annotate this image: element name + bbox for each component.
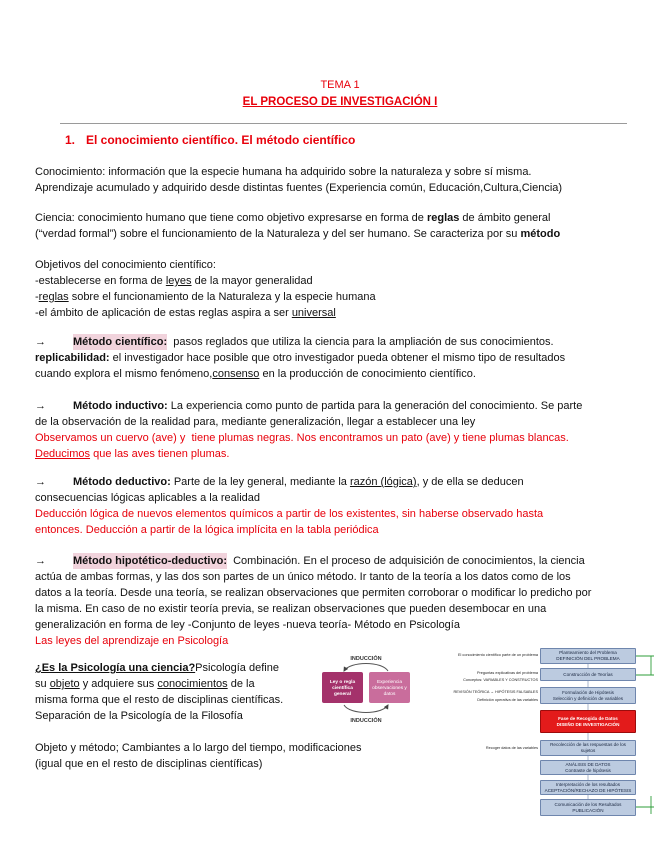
metodo-hd-text: generalización en forma de ley -Conjunto de leyes -nueva teoría- Método en Psicología	[35, 619, 460, 631]
document-title: EL PROCESO DE INVESTIGACIÓN I	[242, 96, 438, 108]
metodo-inductivo-label: Método inductivo:	[73, 400, 168, 412]
paragraph-metodo-inductivo	[35, 398, 582, 462]
metodo-deductivo-text: , y de ella se deducen	[416, 476, 524, 488]
metodo-hd-text: Combinación. En el proceso de adquisición de conocimientos, la ciencia	[226, 555, 585, 567]
text-line	[35, 553, 591, 569]
objeto-text: (igual que en el resto de disciplinas científicas)	[35, 758, 263, 770]
section-title: El conocimiento científico. El método científico	[86, 133, 356, 147]
box-line: Interpretación de los resultados	[555, 781, 621, 787]
metodo-inductivo-text: La experiencia como punto de partida para la generación del conocimiento. Se parte	[167, 400, 583, 412]
flowchart-label: REVISIÓN TEÓRICA → HIPÓTESIS FALSABLES	[453, 690, 538, 694]
paragraph-metodo-hipotetico-deductivo	[35, 553, 591, 649]
razon-logica-underlined: razón (lógica)	[349, 476, 417, 488]
reglas-underlined: reglas	[38, 291, 69, 303]
diagram-top-label: INDUCCIÓN	[350, 656, 382, 662]
metodo-inductivo-text: de la observación de la realidad para, mediante generalización, llegar a establecer una ley	[35, 416, 476, 428]
psicologia-question: ¿Es la Psicología una ciencia?	[35, 662, 196, 674]
text-line	[35, 490, 543, 506]
box-line: DISEÑO DE INVESTIGACIÓN	[556, 721, 620, 727]
box-line: Planteamiento del Problema	[559, 650, 617, 656]
conocimiento-definition: Conocimiento: información que la especie humana ha adquirido sobre la naturaleza y sobre sí misma.	[35, 166, 532, 178]
box-line: DEFINICIÓN DEL PROBLEMA	[556, 656, 620, 661]
consenso-underlined: consenso	[212, 368, 260, 380]
text-line	[35, 226, 560, 242]
ciencia-text: Ciencia: conocimiento humano que tiene como objetivo expresarse en forma de	[35, 212, 427, 224]
flowchart-box	[540, 760, 636, 775]
text-line	[35, 257, 376, 273]
universal-underlined: universal	[291, 307, 336, 319]
objetivo-text: -establecerse en forma de	[35, 275, 166, 287]
inductivo-example: Observamos un cuervo (ave) y tiene plumas negras. Nos encontramos un pato (ave) y tiene plumas blancas.	[35, 432, 569, 444]
objeto-text: Objeto y método; Cambiantes a lo largo del tiempo, modificaciones	[35, 742, 362, 754]
deductivo-example: entonces. Deducción a partir de la lógica implícita en la tabla periódica	[35, 524, 379, 536]
text-line	[35, 164, 562, 180]
objetivos-title: Objetivos del conocimiento científico:	[35, 259, 216, 271]
text-line	[35, 692, 283, 708]
text-line	[35, 601, 591, 617]
metodo-hd-label: Método hipotético-deductivo:	[73, 555, 227, 567]
objetivo-text: -el ámbito de aplicación de estas reglas aspira a ser	[35, 307, 292, 319]
text-line	[35, 585, 591, 601]
box-line: Formulación de Hipótesis	[562, 689, 614, 695]
flowchart-label: El conocimiento científico parte de un problema	[458, 653, 538, 657]
law-box-line: Ley o regla	[329, 680, 356, 685]
text-line	[35, 366, 565, 382]
objetivo-text: de la mayor generalidad	[191, 275, 313, 287]
metodo-cientifico-text: pasos reglados que utiliza la ciencia para la ampliación de sus conocimientos.	[167, 336, 554, 348]
flowchart-box	[540, 668, 636, 681]
arrow-icon: →	[35, 336, 46, 348]
list-item	[35, 305, 376, 321]
bottom-arrow	[344, 705, 388, 713]
flowchart-box	[540, 780, 636, 795]
text-line	[35, 569, 591, 585]
box-line: Contraste de hipótesis	[565, 767, 611, 773]
box-line: Selección y definición de variables	[552, 695, 624, 701]
replicabilidad-text: el investigador hace posible que otro investigador pueda obtener el mismo tipo de resultados	[109, 352, 566, 364]
metodo-cientifico-text: en la producción de conocimiento científico.	[259, 368, 476, 380]
flowchart-box	[540, 799, 636, 816]
flowchart-label: Definición operativa de las variables	[477, 698, 538, 702]
paragraph-conocimiento	[35, 164, 562, 196]
paragraph-objeto-metodo	[35, 740, 362, 772]
reglas-bold: reglas	[426, 212, 460, 224]
replicabilidad-label: replicabilidad:	[35, 352, 110, 364]
metodo-hd-text: actúa de ambas formas, y las dos son partes de un único método. Ir tanto de la teoría a los datos como de los	[35, 571, 571, 583]
metodo-deductivo-label: Método deductivo:	[73, 476, 171, 488]
box-line: ANÁLISIS DE DATOS	[565, 761, 611, 767]
text-line	[35, 617, 591, 633]
text-line	[35, 660, 283, 676]
section-heading	[65, 133, 355, 148]
psicologia-text: Psicología define	[195, 662, 279, 674]
leyes-underlined: leyes	[165, 275, 192, 287]
text-line	[35, 708, 283, 724]
psicologia-text: y adquiere sus	[79, 678, 158, 690]
objetivo-text: -	[35, 291, 39, 303]
flowchart-box	[540, 740, 636, 756]
example-line	[35, 506, 543, 522]
box-line: PUBLICACIÓN	[572, 807, 604, 813]
metodo-hd-text: la misma. En caso de no existir teoría previa, se realizan observaciones que pueden desembocar en una	[35, 603, 547, 615]
text-line	[35, 210, 560, 226]
paragraph-psicologia	[35, 660, 283, 724]
induction-diagram	[318, 652, 414, 726]
list-item	[35, 289, 376, 305]
text-line	[35, 414, 582, 430]
flowchart-label: Recoger datos de las variables	[485, 746, 538, 750]
box-line: ACEPTACIÓN/RECHAZO DE HIPÓTESIS	[544, 787, 632, 793]
box-line: Recolección de las respuestas de los	[550, 742, 626, 748]
paragraph-metodo-cientifico	[35, 334, 565, 382]
ciencia-text: (“verdad formal”) sobre el funcionamiento de la Naturaleza y del ser humano. Se caracteriza por su	[35, 228, 521, 240]
experience-box-line: Experiencia	[376, 680, 403, 685]
experience-box-line: observaciones y	[372, 686, 407, 691]
metodo-deductivo-text: consecuencias lógicas aplicables a la realidad	[35, 492, 261, 504]
metodo-cientifico-label: Método científico:	[73, 336, 168, 348]
example-line	[35, 522, 543, 538]
diagram-bottom-label: INDUCCIÓN	[350, 718, 382, 724]
box-line: Construcción de Teorías	[563, 671, 613, 677]
deducimos-underlined: Deducimos	[35, 448, 91, 460]
example-line	[35, 446, 582, 462]
flowchart-box-highlighted	[540, 710, 636, 733]
arrow-icon: →	[35, 476, 46, 488]
psicologia-text: su	[35, 678, 50, 690]
deductivo-example: Deducción lógica de nuevos elementos químicos a partir de los existentes, sin haberse observado hasta	[35, 508, 544, 520]
experience-box-line: datos	[383, 692, 396, 697]
law-box-line: científica	[332, 686, 353, 691]
flowchart-label: Conceptos: VARIABLES Y CONSTRUCTOS	[463, 678, 538, 682]
text-line	[35, 180, 562, 196]
header-divider	[60, 123, 627, 124]
text-line	[35, 350, 565, 366]
psicologia-text: Separación de la Psicología de la Filosofía	[35, 710, 243, 722]
example-line	[35, 430, 582, 446]
psicologia-text: misma forma que el resto de disciplinas científicas.	[35, 694, 284, 706]
psicologia-text: de la	[227, 678, 255, 690]
tema-label: TEMA 1	[320, 79, 360, 91]
hd-example: Las leyes del aprendizaje en Psicología	[35, 635, 229, 647]
conocimientos-underlined: conocimientos	[157, 678, 228, 690]
text-line	[35, 474, 543, 490]
metodo-cientifico-text: cuando explora el mismo fenómeno,	[35, 368, 213, 380]
metodo-bold: método	[520, 228, 561, 240]
ciencia-text: de ámbito general	[459, 212, 551, 224]
paragraph-ciencia	[35, 210, 560, 242]
flowchart-label: Preguntas explicativas del problema	[477, 671, 538, 675]
aprendizaje-text: Aprendizaje acumulado y adquirido desde distintas fuentes (Experiencia común, Educación,Cultura,Ciencia)	[35, 182, 563, 194]
research-process-flowchart	[448, 644, 655, 820]
inductivo-example: que las aves tienen plumas.	[90, 448, 230, 460]
flowchart-box	[540, 687, 636, 704]
text-line	[35, 740, 362, 756]
objetivo-text: sobre el funcionamiento de la Naturaleza y la especie humana	[68, 291, 376, 303]
law-box-line: general	[333, 692, 352, 697]
metodo-hd-text: datos a la teoría. Desde una teoría, se realizan observaciones que permiten corroborar o modificar lo predicho por	[35, 587, 592, 599]
flowchart-box	[540, 648, 636, 664]
text-line	[35, 756, 362, 772]
paragraph-metodo-deductivo	[35, 474, 543, 538]
metodo-deductivo-text: Parte de la ley general, mediante la	[170, 476, 350, 488]
text-line	[35, 334, 565, 350]
list-item	[35, 273, 376, 289]
section-number: 1.	[65, 133, 76, 147]
top-arrow	[344, 664, 388, 672]
box-line: sujetos	[580, 748, 596, 753]
paragraph-objetivos	[35, 257, 376, 321]
box-line: Comunicación de los Resultados	[554, 801, 622, 807]
text-line	[35, 676, 283, 692]
arrow-icon: →	[35, 400, 46, 412]
box-line: Fase de Recogida de Datos	[558, 715, 618, 721]
arrow-icon: →	[35, 555, 46, 567]
objeto-underlined: objeto	[49, 678, 80, 690]
text-line	[35, 398, 582, 414]
